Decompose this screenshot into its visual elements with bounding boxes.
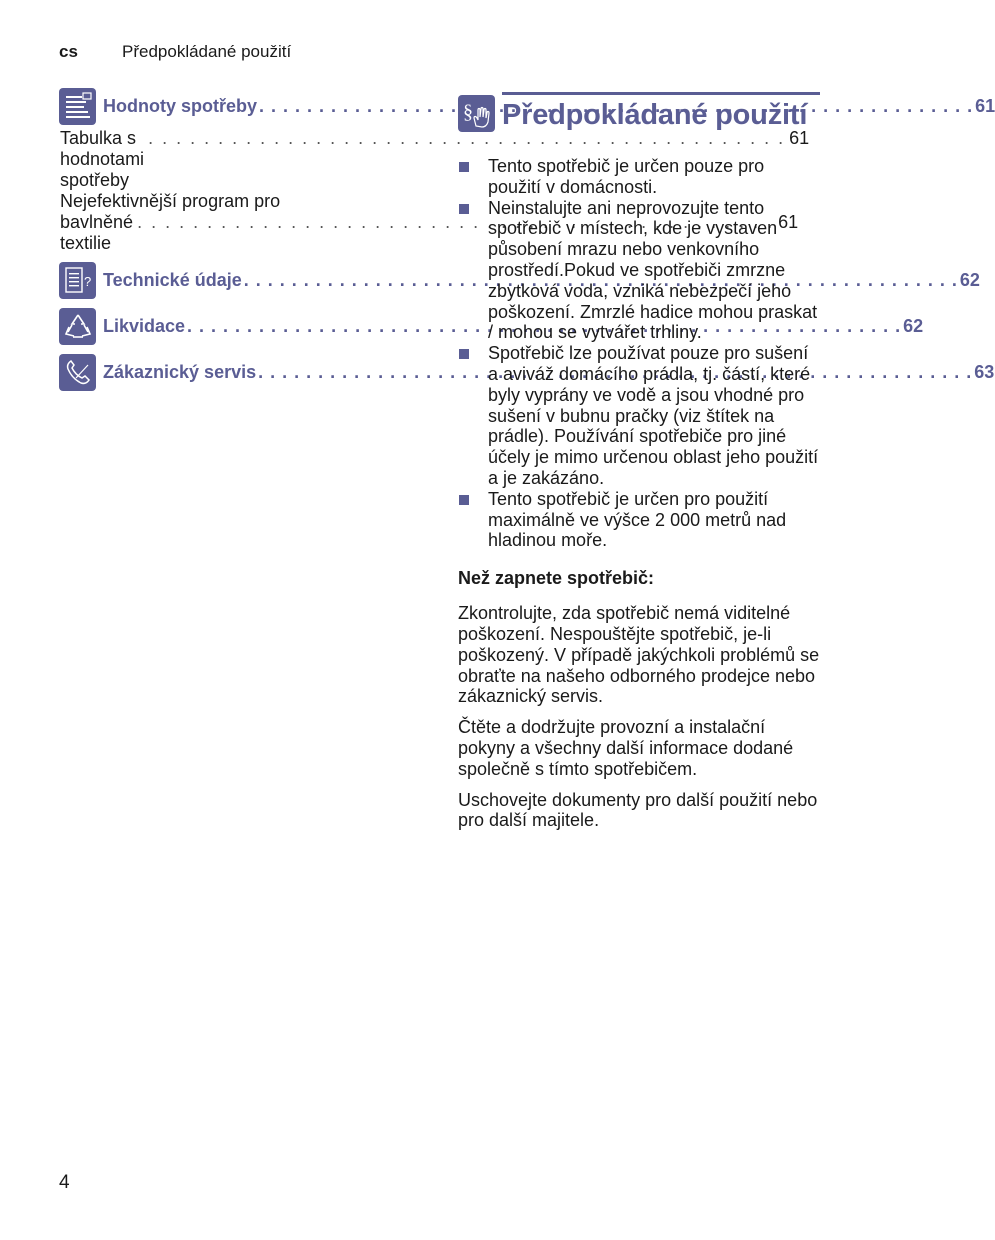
paragraph: Uschovejte dokumenty pro další použití nebo pro další majitele. <box>458 789 818 831</box>
list-item: Tento spotřebič je určen pouze pro použití v domácnosti. <box>458 156 820 198</box>
toc-subentry-line1[interactable]: Nejefektivnější program pro <box>60 191 281 211</box>
toc-label: Likvidace <box>103 315 186 336</box>
toc-page: 63 <box>974 361 995 382</box>
intended-use-section <box>458 92 820 831</box>
paragraph: Zkontrolujte, zda spotřebič nemá viditelné poškození. Nespouštějte spotřebič, je-li poškozený. V případě jakýchkoli problémů se obraťte na našeho odborného prodejce nebo zákaznický servis. <box>458 603 820 707</box>
toc-sub-label: bavlněné textilie <box>60 212 134 253</box>
section-title: Předpokládané použití <box>502 99 808 131</box>
list-item: Neinstalujte ani neprovozujte tento spotřebič v místech, kde je vystaven působení mrazu nebo venkovního prostředí.Pokud ve spotřebiči zmrzne zbytková voda, vzniká nebezpečí jeho poškození. Zmrzlé hadice mohou praskat / mohou se vytvářet trhliny. <box>458 198 820 344</box>
list-item: Spotřebič lze používat pouze pro sušení a aviváž domácího prádla, tj. částí, které byly vyprány ve vodě a jsou vhodné pro sušení v bubnu pračky (viz štítek na prádle). Používání spotřebiče pro jiné účely je mimo určenou oblast jeho použití a je zakázáno. <box>458 343 820 489</box>
toc-entry-disposal[interactable] <box>59 306 924 346</box>
language-code: cs <box>59 42 78 61</box>
toc-page: 62 <box>903 315 924 336</box>
page-header <box>59 42 292 62</box>
toc-sub-label: Tabulka s hodnotami spotřeby <box>60 128 145 190</box>
recycling-icon <box>59 308 96 345</box>
subheading: Než zapnete spotřebič: <box>458 568 655 589</box>
toc-label: Hodnoty spotřeby <box>103 95 258 116</box>
section-paragraph-hand-icon <box>458 95 495 132</box>
svg-text:?: ? <box>83 274 91 289</box>
toc-entry-technical-data[interactable] <box>59 260 980 300</box>
toc-label: Technické údaje <box>103 269 242 290</box>
list-item: Tento spotřebič je určen pro použití maximálně ve výšce 2 000 metrů nad hladinou moře. <box>458 489 820 551</box>
toc-sub-page: 61 <box>789 128 810 148</box>
toc-page: 61 <box>975 95 995 116</box>
toc-entry-customer-service[interactable] <box>59 352 995 392</box>
phone-icon <box>59 354 96 391</box>
bullet-list <box>458 156 820 551</box>
toc-page: 62 <box>959 269 980 290</box>
toc-sub-page: 61 <box>778 212 799 232</box>
technical-data-icon <box>59 262 96 299</box>
page-number: 4 <box>59 1172 70 1193</box>
paragraph: Čtěte a dodržujte provozní a instalační pokyny a všechny další informace dodané společně s tímto spotřebičem. <box>458 717 794 779</box>
consumption-values-icon <box>59 88 96 125</box>
toc-subentry[interactable] <box>60 212 799 254</box>
header-title: Předpokládané použití <box>122 42 292 61</box>
toc-label: Zákaznický servis <box>103 361 257 382</box>
svg-text:§: § <box>462 100 473 123</box>
